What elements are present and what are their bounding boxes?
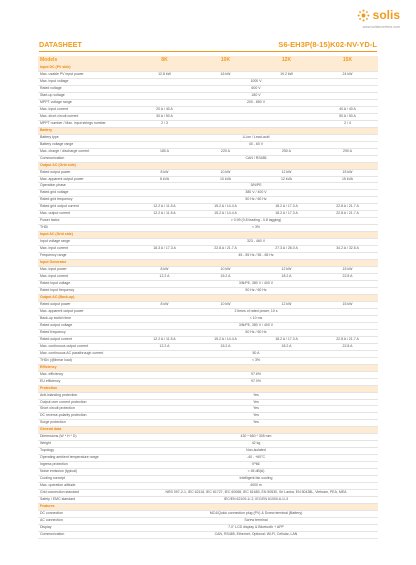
section-title: Output AC (Grid side) [38,162,378,169]
spec-value: 15.2 A / 14.4 A [195,204,256,211]
section-header-row [38,294,378,301]
spec-value: 40 - 60 V [134,141,378,148]
spec-value: 290 A [317,148,378,155]
spec-row [38,190,378,197]
spec-value: < 10 ms [134,315,378,322]
spec-row [38,183,378,190]
spec-label: Output over current protection [38,399,134,406]
spec-value: 3/N/PE [134,183,378,190]
spec-row [38,281,378,288]
spec-row [38,469,378,476]
spec-value: 18.3 A / 17.3 A [134,246,195,253]
spec-value: Intelligent fan cooling [134,476,378,483]
section-header-row [38,260,378,267]
spec-value: MC4/Quick connection plug (PV) & Screw terminal (Battery) [134,511,378,518]
spec-value: 10 kW [195,169,256,176]
document-title: DATASHEET [39,40,82,49]
spec-value: 12.2 A / 11.5 A [134,336,195,343]
spec-label: Rated frequency [38,329,134,336]
spec-label: Back-up switch time [38,315,134,322]
spec-value: 18.2 A [256,343,317,350]
spec-value: 15 kW [317,301,378,308]
spec-label: Communication [38,531,134,538]
spec-row [38,497,378,504]
spec-value: CAN / RS485 [134,155,378,162]
spec-value: 8 kW [134,169,195,176]
spec-value: 22.8 A [317,343,378,350]
spec-value: 20 A / 40 A [134,106,195,113]
spec-label: Input voltage range [38,239,134,246]
spec-value: 600 V [134,85,378,92]
spec-value: 50 A / 50 A [317,113,378,120]
spec-label: Topology [38,448,134,455]
spec-value: 42 kg [134,441,378,448]
spec-row [38,113,378,120]
spec-value: 15.2 A / 14.4 A [195,336,256,343]
section-title: Protection [38,385,378,392]
spec-value: -40 - +60°C [134,455,378,462]
spec-value: 7.0" LCD display & Bluetooth + APP [134,524,378,531]
brand-name: solis [372,8,400,22]
spec-value: 12.8 kW [134,71,195,78]
spec-value: 15 kVA [317,176,378,183]
spec-value: NRS 097-2-1, IEC 62116, IEC 61727, IEC 60068, IEC 61683, EN 50530, Sri Lanka, EN 50438L, Vietnam, PEA, MEA [134,490,378,497]
spec-value: 10 kVA [195,176,256,183]
spec-row [38,169,378,176]
spec-row [38,197,378,204]
spec-value: 12.2 A [134,274,195,281]
spec-label: Max. input current [38,246,134,253]
spec-value: 15.2 A [195,274,256,281]
spec-row [38,85,378,92]
spec-row [38,378,378,385]
spec-row [38,420,378,427]
spec-label: Max. input power [38,267,134,274]
spec-label: Max. apparent output power [38,176,134,183]
spec-value: 50 Hz / 60 Hz [134,288,378,295]
spec-value: 18.2 A [256,274,317,281]
spec-row [38,155,378,162]
spec-row [38,531,378,538]
spec-row [38,483,378,490]
spec-value: < 3% [134,225,378,232]
spec-value: 12 kW [256,169,317,176]
spec-row [38,148,378,155]
spec-label: Rated voltage [38,85,134,92]
section-title: Efficiency [38,364,378,371]
spec-value: 18.2 A / 17.3 A [256,204,317,211]
spec-label: THDi [38,225,134,232]
spec-value: 15.2 A / 14.4 A [195,211,256,218]
spec-value [256,120,317,127]
spec-value: 180 A [134,148,195,155]
spec-label: THDv (@linear load) [38,357,134,364]
spec-value: 50 A [134,350,378,357]
spec-value: 22.8 A [317,274,378,281]
spec-value [195,120,256,127]
spec-row [38,253,378,260]
spec-label: Max. efficiency [38,371,134,378]
section-title: Output AC (Back-up) [38,294,378,301]
spec-row [38,455,378,462]
spec-value: < 45 dB(A) [134,469,378,476]
spec-value: 220 A [195,148,256,155]
spec-label: Power factor [38,218,134,225]
spec-value: 15 kW [317,267,378,274]
spec-value: 1000 V [134,78,378,85]
spec-row [38,434,378,441]
spec-table-body [38,56,378,538]
header-10k: 10K [195,56,256,65]
spec-value: 2 / 3 [134,120,195,127]
spec-row [38,120,378,127]
spec-row [38,141,378,148]
spec-label: Anti-islanding protection [38,392,134,399]
spec-label: Rated input frequency [38,288,134,295]
spec-value: 200 - 850 V [134,99,378,106]
spec-value: 10 kW [195,267,256,274]
spec-row [38,517,378,524]
spec-value: 19.2 kW [256,71,317,78]
spec-value: 22.8 A / 21.7 A [195,246,256,253]
spec-row [38,476,378,483]
spec-label: Max. continuous AC passthrough current [38,350,134,357]
spec-value: 430 * 660 * 305 mm [134,434,378,441]
section-title: Features [38,504,378,511]
spec-label: Max. continuous output current [38,343,134,350]
spec-label: Safety / EMC standard [38,497,134,504]
spec-value: Non-isolated [134,448,378,455]
spec-value: Screw terminal [134,517,378,524]
spec-value: 8 kW [134,301,195,308]
spec-label: Cooling concept [38,476,134,483]
spec-table [38,56,378,539]
spec-row [38,239,378,246]
spec-label: Short circuit protection [38,406,134,413]
spec-label: Ingress protection [38,462,134,469]
spec-value: 250 A [256,148,317,155]
spec-value: 12 kW [256,267,317,274]
spec-label: Rated output current [38,336,134,343]
spec-value: 3/N/PE, 380 V / 400 V [134,281,378,288]
spec-label: Rated input voltage [38,281,134,288]
spec-label: Max. operation altitude [38,483,134,490]
website-url: www.solisinverters.com [362,25,400,29]
title-bar [39,37,377,52]
spec-row [38,462,378,469]
spec-row [38,106,378,113]
spec-label: EU efficiency [38,378,134,385]
spec-label: Max. input voltage [38,78,134,85]
spec-label: Operation phase [38,183,134,190]
spec-label: MPPT voltage range [38,99,134,106]
spec-label: Rated grid output current [38,204,134,211]
spec-label: Max. input current [38,106,134,113]
spec-label: AC connection [38,517,134,524]
section-title: Input AC (Grid side) [38,232,378,239]
spec-value: Yes [134,399,378,406]
spec-label: Max. apparent output power [38,308,134,315]
header-8k: 8K [134,56,195,65]
spec-value: CAN, RS485, Ethernet, Optional: Wi-Fi, Cellular, LAN [134,531,378,538]
spec-value: Yes [134,406,378,413]
spec-label: Display [38,524,134,531]
spec-label: Max. input current [38,274,134,281]
spec-value: 22.8 A / 21.7 A [317,211,378,218]
section-header-row [38,364,378,371]
spec-value: 15 kW [317,169,378,176]
spec-value: 18.2 A / 17.3 A [256,336,317,343]
spec-value: 30 A / 50 A [134,113,195,120]
spec-label: Frequency range [38,253,134,260]
header-15k: 15K [317,56,378,65]
spec-label: Max. charge / discharge current [38,148,134,155]
spec-value: 3/N/PE, 380 V / 400 V [134,322,378,329]
spec-value: 45 - 55 Hz / 55 - 65 Hz [134,253,378,260]
section-header-row [38,504,378,511]
spec-value: 12 kW [256,301,317,308]
spec-label: Rated output power [38,169,134,176]
spec-value: < 3% [134,357,378,364]
spec-label: Rated output power [38,301,134,308]
spec-value: Yes [134,420,378,427]
spec-row [38,134,378,141]
spec-row [38,301,378,308]
spec-value: 50 Hz / 60 Hz [134,197,378,204]
spec-row [38,399,378,406]
spec-label: Max. usable PV input power [38,71,134,78]
spec-value: 180 V [134,92,378,99]
spec-label: Grid connection standard [38,490,134,497]
spec-value: 18.2 A / 17.3 A [256,211,317,218]
spec-label: Start-up voltage [38,92,134,99]
section-header-row [38,162,378,169]
spec-value: 27.3 A / 26.0 A [256,246,317,253]
spec-row [38,288,378,295]
header-12k: 12K [256,56,317,65]
spec-label: Battery type [38,134,134,141]
spec-value: 8 kW [134,267,195,274]
spec-row [38,99,378,106]
spec-label: Dimensions (W * H * D) [38,434,134,441]
spec-row [38,343,378,350]
spec-value: 34.2 A / 32.5 A [317,246,378,253]
spec-value: Yes [134,392,378,399]
model-series: S6-EH3P(8-15)K02-NV-YD-L [278,40,377,49]
spec-value: 12 kVA [256,176,317,183]
spec-row [38,78,378,85]
spec-value: 10 kW [195,301,256,308]
spec-row [38,448,378,455]
spec-row [38,225,378,232]
spec-value: 4000 m [134,483,378,490]
spec-value: 12.2 A / 11.5 A [134,211,195,218]
section-title: Input DC (PV side) [38,65,378,71]
spec-value: 323 - 460 V [134,239,378,246]
section-title: General data [38,427,378,434]
spec-value: Yes [134,413,378,420]
spec-value [256,106,317,113]
spec-value: Li-ion / Lead-acid [134,134,378,141]
spec-row [38,441,378,448]
spec-row [38,274,378,281]
spec-label: Operating ambient temperature range [38,455,134,462]
spec-value: 380 V / 400 V [134,190,378,197]
solis-sun-icon [357,9,370,22]
spec-value: 97.0% [134,378,378,385]
spec-label: Noise emission (typical) [38,469,134,476]
spec-value [195,106,256,113]
section-title: Input Generator [38,260,378,267]
spec-row [38,350,378,357]
spec-label: Max. short circuit current [38,113,134,120]
spec-label: Weight [38,441,134,448]
spec-row [38,246,378,253]
spec-row [38,176,378,183]
spec-row [38,490,378,497]
spec-label: DC reverse-polarity protection [38,413,134,420]
spec-row [38,211,378,218]
spec-value: 12.2 A [134,343,195,350]
spec-row [38,204,378,211]
spec-row [38,371,378,378]
spec-value: IEC/EN 62109-1/-2, IEC/EN 61000-6-1/-3 [134,497,378,504]
spec-row [38,357,378,364]
spec-row [38,511,378,518]
spec-row [38,392,378,399]
spec-label: DC connection [38,511,134,518]
section-title: Battery [38,127,378,134]
spec-row [38,524,378,531]
spec-row [38,322,378,329]
spec-value: 15.2 A [195,343,256,350]
header-models: Models [38,56,134,65]
spec-label: Rated output voltage [38,322,134,329]
spec-value: 2 / 4 [317,120,378,127]
spec-value: 2 times of rated power, 10 s [134,308,378,315]
section-header-row [38,427,378,434]
spec-row [38,336,378,343]
spec-value: 22.8 A / 21.7 A [317,336,378,343]
spec-row [38,267,378,274]
spec-row [38,92,378,99]
spec-row [38,71,378,78]
spec-value: 22.8 A / 21.7 A [317,204,378,211]
spec-value: 12.2 A / 11.5 A [134,204,195,211]
spec-row [38,406,378,413]
spec-value: 97.6% [134,371,378,378]
spec-label: Rated grid frequency [38,197,134,204]
spec-row [38,329,378,336]
table-header-row [38,56,378,65]
section-header-row [38,385,378,392]
spec-value [256,113,317,120]
spec-row [38,413,378,420]
spec-label: Rated grid voltage [38,190,134,197]
solis-logo [357,8,400,22]
spec-value: 16 kW [195,71,256,78]
spec-row [38,315,378,322]
spec-value: > 0.99 (0.8 leading - 0.8 lagging) [134,218,378,225]
spec-label: MPPT number / Max. input strings number [38,120,134,127]
spec-value: IP66 [134,462,378,469]
spec-label: Surge protection [38,420,134,427]
spec-row [38,308,378,315]
spec-value: 8 kVA [134,176,195,183]
spec-label: Communication [38,155,134,162]
spec-value: 40 A / 40 A [317,106,378,113]
spec-value [195,113,256,120]
spec-value: 50 Hz / 60 Hz [134,329,378,336]
spec-row [38,218,378,225]
spec-label: Max. output current [38,211,134,218]
section-header-row [38,127,378,134]
section-header-row [38,232,378,239]
spec-value: 24 kW [317,71,378,78]
spec-label: Battery voltage range [38,141,134,148]
